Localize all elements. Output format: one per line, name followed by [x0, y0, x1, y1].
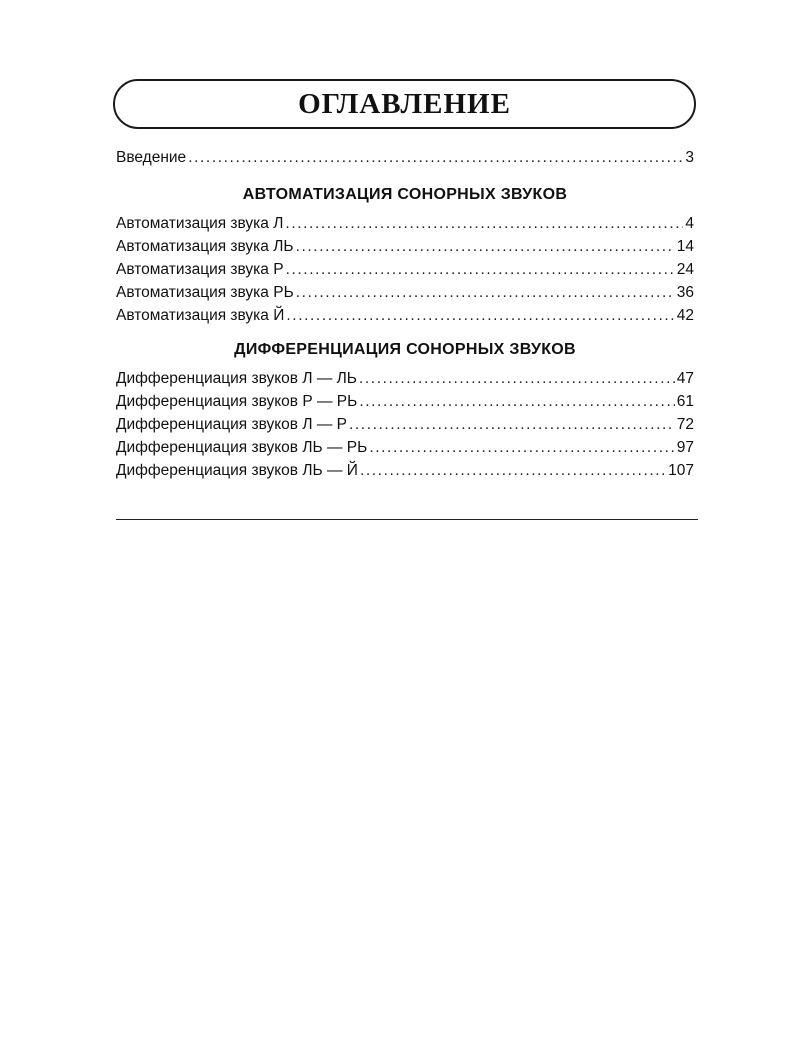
toc-entry-label: Дифференциация звуков ЛЬ — РЬ	[116, 439, 368, 456]
section-heading: АВТОМАТИЗАЦИЯ СОНОРНЫХ ЗВУКОВ	[242, 186, 568, 203]
toc-entry-page: 97	[676, 439, 694, 456]
dot-leader	[296, 235, 675, 258]
toc-entry-label: Дифференциация звуков Р — РЬ	[116, 393, 358, 410]
dot-leader	[360, 459, 666, 482]
toc-entry[interactable]	[116, 304, 694, 327]
toc-entry-page: 42	[676, 307, 694, 324]
toc-entry-intro[interactable]	[116, 146, 694, 169]
toc-entry-label: Дифференциация звуков ЛЬ — Й	[116, 462, 358, 479]
toc-entry-label: Введение	[116, 149, 187, 166]
toc-entry-label: Дифференциация звуков Л — Р	[116, 416, 347, 433]
toc-entry-label: Автоматизация звука РЬ	[116, 284, 294, 301]
dot-leader	[369, 436, 674, 459]
toc-entry[interactable]	[116, 367, 694, 390]
toc-entry-page: 4	[685, 215, 694, 232]
toc-entry-label: Автоматизация звука Л	[116, 215, 284, 232]
toc-entry-page: 61	[676, 393, 694, 410]
toc-entry-label: Дифференциация звуков Л — ЛЬ	[116, 370, 357, 387]
dot-leader	[188, 146, 683, 169]
dot-leader	[286, 304, 674, 327]
toc-entry-label: Автоматизация звука ЛЬ	[116, 238, 294, 255]
dot-leader	[349, 413, 675, 436]
dot-leader	[296, 281, 675, 304]
toc-entry[interactable]	[116, 258, 694, 281]
toc-entry[interactable]	[116, 235, 694, 258]
dot-leader	[359, 367, 675, 390]
toc-entry[interactable]	[116, 281, 694, 304]
section-heading: ДИФФЕРЕНЦИАЦИЯ СОНОРНЫХ ЗВУКОВ	[234, 341, 576, 358]
toc-entry-page: 24	[676, 261, 694, 278]
bottom-divider	[116, 519, 698, 520]
toc-entry[interactable]	[116, 212, 694, 235]
toc-section-automation	[116, 183, 694, 327]
toc-intro	[116, 146, 694, 169]
dot-leader	[359, 390, 674, 413]
page-title: ОГЛАВЛЕНИЕ	[298, 87, 511, 120]
toc-entry-page: 3	[685, 149, 694, 166]
toc-entry-page: 36	[676, 284, 694, 301]
toc-section-differentiation	[116, 338, 694, 482]
title-frame	[113, 79, 696, 129]
toc-entry[interactable]	[116, 413, 694, 436]
toc-entry-page: 47	[676, 370, 694, 387]
toc-entry-label: Автоматизация звука Р	[116, 261, 284, 278]
toc-entry-page: 14	[676, 238, 694, 255]
toc-entry-label: Автоматизация звука Й	[116, 307, 285, 324]
dot-leader	[285, 212, 683, 235]
toc-entry[interactable]	[116, 436, 694, 459]
toc-entry[interactable]	[116, 459, 694, 482]
dot-leader	[286, 258, 675, 281]
toc-entry-page: 72	[676, 416, 694, 433]
toc-entry[interactable]	[116, 390, 694, 413]
toc-entry-page: 107	[668, 462, 694, 479]
